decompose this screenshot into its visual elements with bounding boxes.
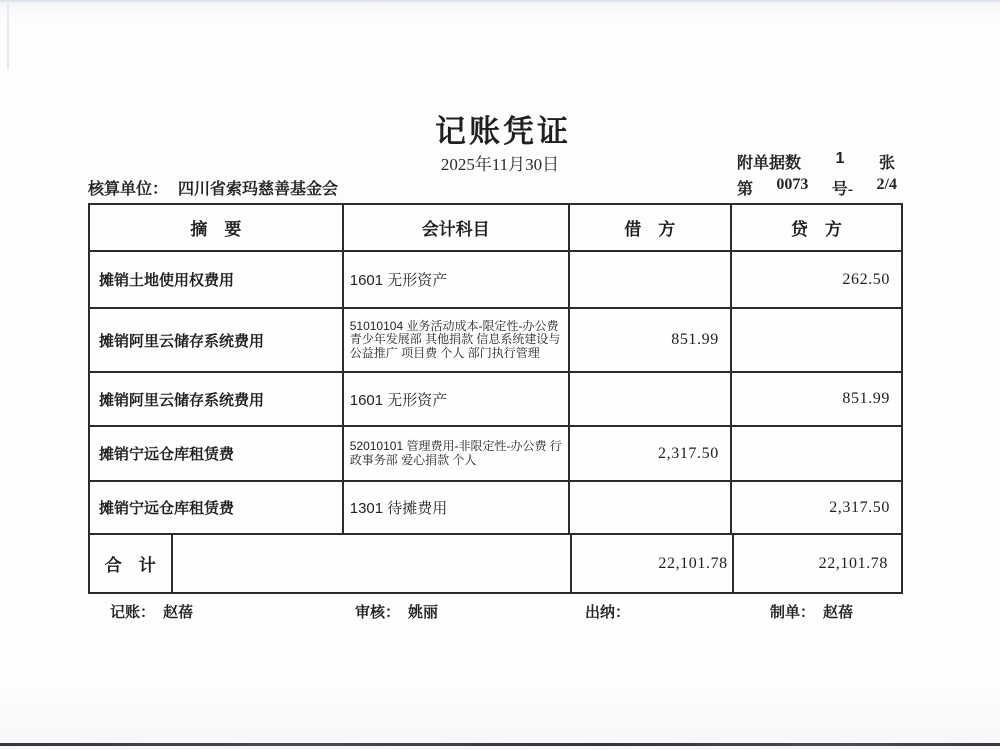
voucher-date: 2025年11月30日 [440,155,560,174]
row-credit: 851.99 [842,390,890,407]
table-row [90,309,901,373]
voucher-number-prefix: 第 [737,181,754,198]
scan-edge-bottom [0,743,1000,746]
voucher-title: 记账凭证 [435,114,571,149]
total-debit: 22,101.78 [572,535,734,592]
table-row [90,373,901,427]
cashier-signature [585,601,638,622]
total-credit: 22,101.78 [818,554,888,572]
row-summary: 摊销土地使用权费用 [90,252,344,307]
voucher-table [88,203,903,594]
bookkeeper-label: 记账： [110,604,156,621]
preparer-label: 制单： [770,604,816,621]
attachment-count: 1 [835,150,845,167]
preparer-name: 赵蓓 [823,604,854,621]
row-summary: 摊销宁远仓库租赁费 [90,482,344,533]
scan-edge-left [7,0,9,70]
bookkeeper-signature [110,601,193,622]
row-debit [570,482,732,533]
row-credit [732,427,901,480]
table-row [90,252,901,309]
scan-edge-top [0,0,1000,2]
bookkeeper-name: 赵蓓 [163,604,194,621]
row-account: 52010101 管理费用-非限定性-办公费 行政事务部 爱心捐款 个人 [344,427,570,480]
voucher-number-row [737,176,897,199]
accounting-unit-row [88,176,338,199]
table-total-row [90,535,901,592]
row-account: 1301 待摊费用 [344,482,570,533]
reviewer-signature [355,601,438,622]
row-credit [732,309,901,371]
header-account: 会计科目 [344,205,570,250]
row-credit: 2,317.50 [829,498,890,516]
row-debit [570,252,732,307]
row-credit: 262.50 [842,270,890,288]
preparer-signature [770,601,853,622]
header-credit: 贷 方 [790,220,842,239]
voucher-number-value: 0073 [776,176,809,193]
row-debit [570,373,732,425]
voucher-page-indicator: 2/4 [876,176,897,193]
attachment-count-row [737,150,895,173]
accounting-unit-name: 四川省索玛慈善基金会 [178,181,339,198]
voucher-number-suffix: 号- [831,181,854,198]
row-summary: 摊销阿里云储存系统费用 [90,373,344,425]
row-account: 1601 无形资产 [344,373,570,425]
total-label: 合 计 [90,535,173,592]
header-summary: 摘 要 [90,205,344,250]
reviewer-label: 审核： [355,604,401,621]
header-debit: 借 方 [570,205,732,250]
attachment-label: 附单据数 [737,155,802,172]
attachment-unit: 张 [878,155,895,172]
table-row [90,482,901,535]
row-account: 1601 无形资产 [344,252,570,307]
table-row [90,427,901,482]
cashier-label: 出纳： [585,604,631,621]
accounting-unit-label: 核算单位： [88,181,169,198]
row-summary: 摊销宁远仓库租赁费 [90,427,344,480]
reviewer-name: 姚丽 [408,604,439,621]
row-summary: 摊销阿里云储存系统费用 [90,309,344,371]
row-debit: 851.99 [570,309,732,371]
table-header-row [90,205,901,252]
row-account: 51010104 业务活动成本-限定性-办公费 青少年发展部 其他捐款 信息系统建设与公益推广 项目费 个人 部门执行管理 [344,309,570,371]
row-debit: 2,317.50 [570,427,732,480]
total-merged-cell [173,535,572,592]
